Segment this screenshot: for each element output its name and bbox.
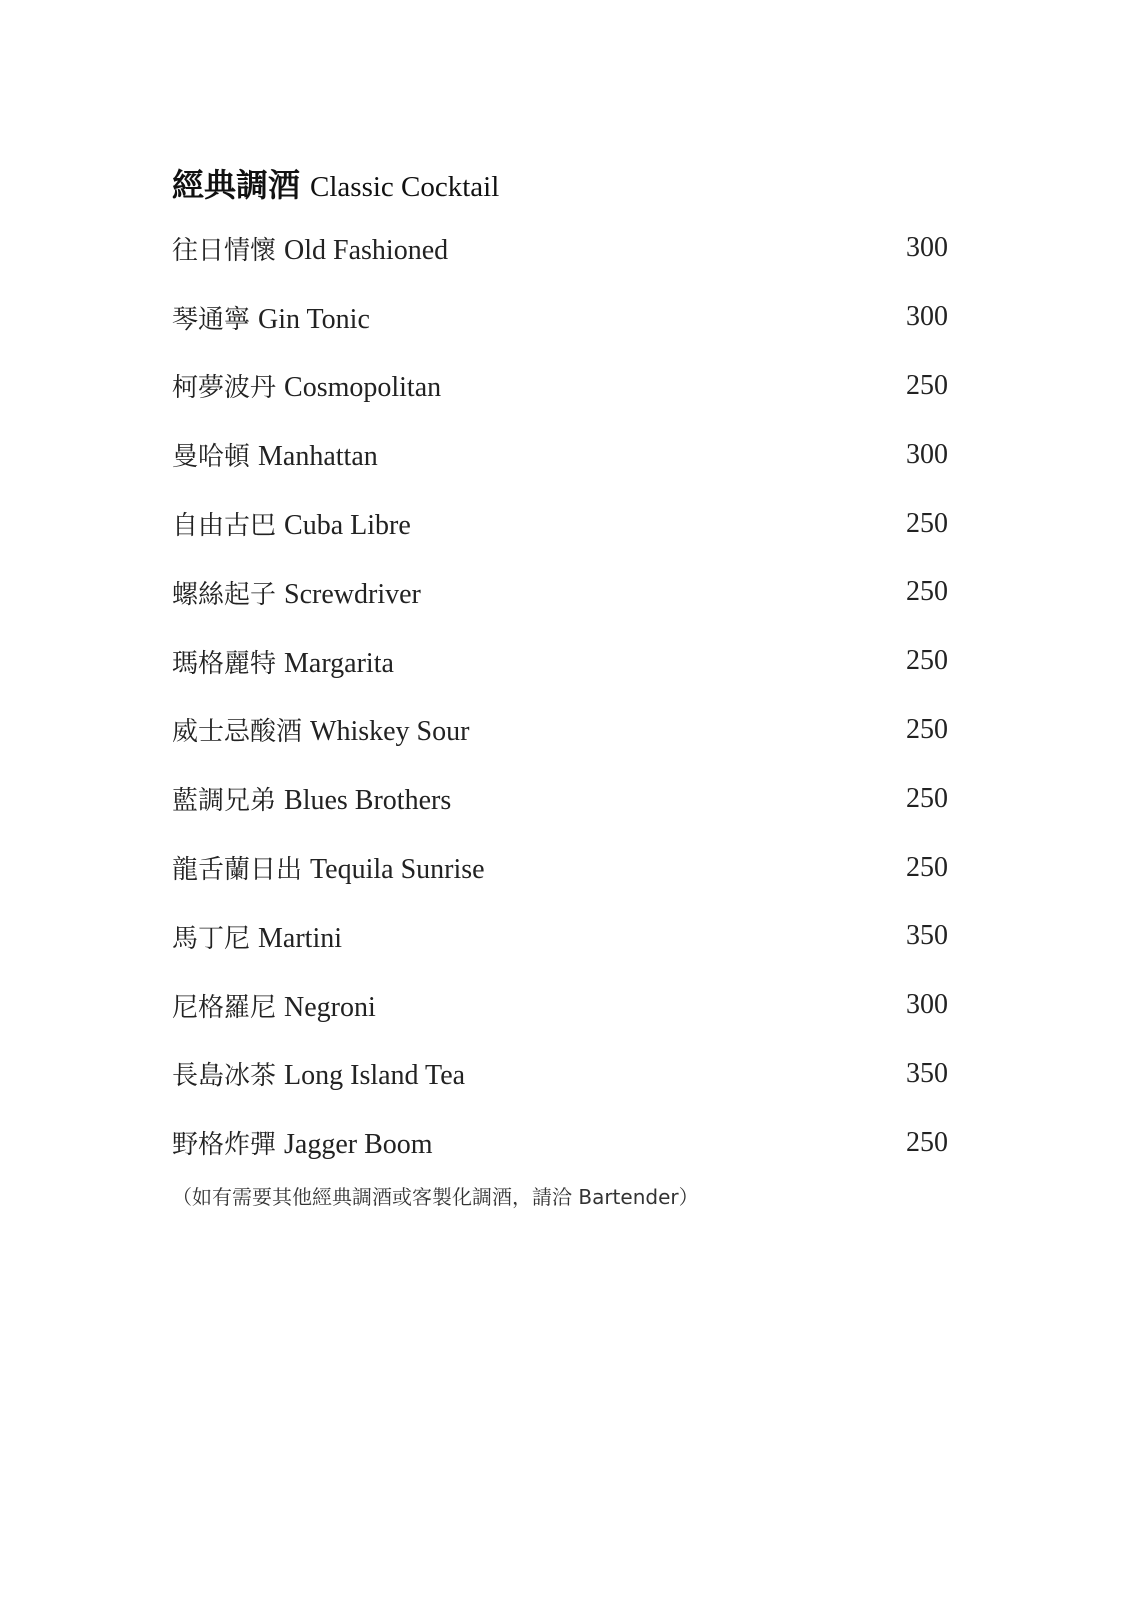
menu-item-name-en: Old Fashioned [284,234,449,266]
menu-item-name [172,1124,433,1161]
menu-item-name-en: Cuba Libre [284,510,411,542]
menu-item-name-en: Long Island Tea [284,1060,466,1092]
section-title-zh: 經典調酒 [172,166,301,204]
menu-item-name-en: Screwdriver [284,578,421,610]
menu-item-name-en: Jagger Boom [284,1129,433,1161]
menu-item-name-zh: 往日情懷 [172,235,277,266]
menu-item [172,627,948,696]
menu-item [172,558,948,627]
menu-item-name-zh: 龍舌蘭日出 [172,855,303,886]
menu-item [172,1040,948,1109]
menu-item-name-zh: 琴通寧 [172,304,251,335]
menu-item [172,764,948,833]
menu-item-name [172,849,485,886]
menu-item-name [172,643,394,680]
menu-item-price: 300 [906,232,948,264]
menu-item-name-en: Margarita [284,647,394,679]
menu-item-price: 350 [906,920,948,952]
menu-item-name [172,505,411,542]
menu-item [172,971,948,1040]
menu-item-name-zh: 野格炸彈 [172,1130,277,1161]
menu-item-name-en: Martini [258,922,343,954]
menu-item-name-zh: 自由古巴 [172,511,277,542]
menu-item-name-zh: 曼哈頓 [172,442,251,473]
menu-item-name-en: Tequila Sunrise [310,854,485,886]
menu-item [172,696,948,765]
menu-item-price: 350 [906,1057,948,1089]
menu-item-price: 250 [906,507,948,539]
menu-item-name-zh: 瑪格麗特 [172,648,277,679]
menu-item-name-zh: 尼格羅尼 [172,992,277,1023]
menu-item-name-zh: 螺絲起子 [172,579,277,610]
section-title-en: Classic Cocktail [310,171,500,203]
menu-item [172,352,948,421]
menu-item-name [172,230,448,267]
menu-item-name-en: Negroni [284,991,376,1023]
menu-item-price: 250 [906,369,948,401]
menu-item-price: 300 [906,989,948,1021]
menu-item-price: 300 [906,301,948,333]
menu-item-name-zh: 藍調兄弟 [172,786,277,817]
menu-item [172,489,948,558]
menu-item-name [172,574,421,611]
menu-item-price: 250 [906,645,948,677]
menu-item [172,420,948,489]
menu-item-price: 250 [906,851,948,883]
menu-item-name-en: Cosmopolitan [284,372,442,404]
menu-item-name-en: Gin Tonic [258,303,370,335]
menu-item-name [172,299,370,336]
menu-item [172,902,948,971]
menu-item [172,833,948,902]
menu-item-price: 250 [906,713,948,745]
menu-item-name [172,1055,465,1092]
cocktail-menu [172,160,948,1210]
menu-item [172,283,948,352]
menu-item-name [172,987,376,1024]
menu-item-name-zh: 馬丁尼 [172,923,251,954]
menu-item-name-zh: 威士忌酸酒 [172,717,303,748]
menu-item-price: 300 [906,438,948,470]
menu-item-price: 250 [906,576,948,608]
menu-item-name [172,436,378,473]
menu-item-name [172,780,451,817]
menu-item-name-en: Manhattan [258,441,378,473]
menu-item-name-en: Blues Brothers [284,785,452,817]
menu-item-price: 250 [906,1126,948,1158]
menu-item-name [172,918,342,955]
menu-item-name [172,711,469,748]
menu-note: （如有需要其他經典調酒或客製化調酒，請洽 Bartender） [172,1185,699,1210]
section-heading [172,160,948,208]
menu-item [172,1108,948,1177]
menu-item-name-zh: 長島冰茶 [172,1061,277,1092]
menu-item-name-zh: 柯夢波丹 [172,373,277,404]
menu-item-list [172,214,948,1177]
menu-item-price: 250 [906,782,948,814]
menu-item-name [172,367,441,404]
menu-item-name-en: Whiskey Sour [310,716,470,748]
menu-item [172,214,948,283]
